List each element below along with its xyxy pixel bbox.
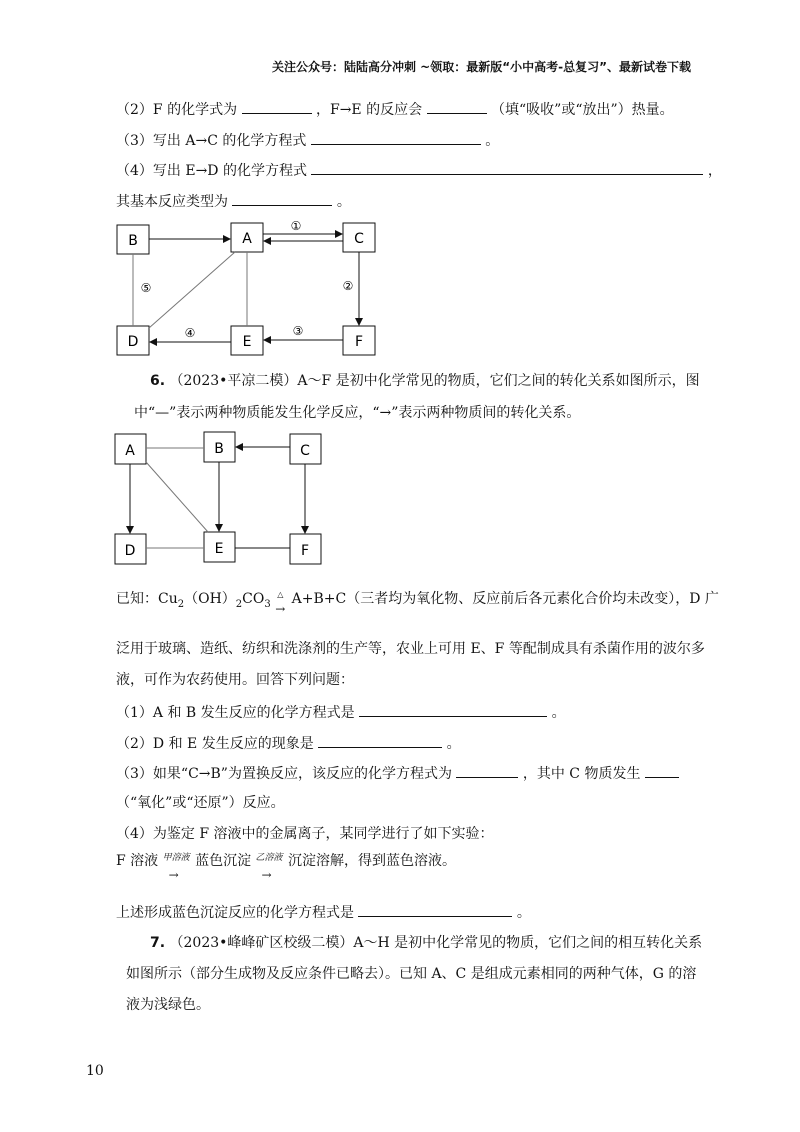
q6-q1-a: （1）A 和 B 发生反应的化学方程式是 xyxy=(116,705,355,721)
answer-blank[interactable] xyxy=(318,733,442,748)
q6-known-b: （OH） xyxy=(184,591,236,607)
svg-text:D: D xyxy=(124,543,136,559)
answer-blank[interactable] xyxy=(242,99,312,114)
q5-l5-b: 。 xyxy=(336,194,351,210)
answer-blank[interactable] xyxy=(456,763,518,778)
q6-q1-b: 。 xyxy=(551,705,566,721)
q5-l3-a: （3）写出 A→C 的化学方程式 xyxy=(116,133,307,149)
q6-known-d: A+B+C（三者均为氧化物、反应前后各元素化合价均未改变），D 广 xyxy=(291,591,719,607)
q6-sub1 xyxy=(116,702,566,722)
svg-text:E: E xyxy=(242,334,252,350)
svg-text:B: B xyxy=(128,233,138,249)
q6-known-sub3: 3 xyxy=(264,598,271,610)
diagram1-link-a-d xyxy=(149,252,235,328)
answer-blank[interactable] xyxy=(311,160,703,175)
q6-sub4: （4）为鉴定 F 溶液中的金属离子，某同学进行了如下实验： xyxy=(116,826,494,842)
diagram-2 xyxy=(110,428,330,568)
diagram1-label-5: ⑤ xyxy=(140,281,152,295)
diagram1-node-B xyxy=(117,225,149,254)
q6-number: 6. xyxy=(150,373,166,389)
svg-text:C: C xyxy=(300,443,310,459)
q6-sub2 xyxy=(116,733,461,753)
diagram1-label-1: ① xyxy=(290,219,302,233)
answer-blank[interactable] xyxy=(358,902,512,917)
diagram2-node-D xyxy=(115,534,146,564)
q5-line5 xyxy=(116,191,351,211)
q7-line2: 如图所示（部分生成物及反应条件已略去）。已知 A、C 是组成元素相同的两种气体，G 的溶 xyxy=(126,966,697,982)
q6-q3-b: ，其中 C 物质发生 xyxy=(522,766,641,782)
q6-known-sub2: 2 xyxy=(235,598,243,610)
arrow-glyph: → xyxy=(168,868,179,882)
q6-sub3 xyxy=(116,763,679,783)
answer-blank[interactable] xyxy=(359,702,547,717)
q5-l2-b: ，F→E 的反应会 xyxy=(315,102,423,118)
q6-intro1: （2023•平凉二模）A～F 是初中化学常见的物质，它们之间的转化关系如图所示，图 xyxy=(169,373,700,389)
q6-last xyxy=(116,902,531,922)
q5-line2 xyxy=(116,99,674,119)
q6-text3: 液，可作为农药使用。回答下列问题： xyxy=(116,672,354,688)
q5-l4-a: （4）写出 E→D 的化学方程式 xyxy=(116,163,307,179)
q6-text2: 泛用于玻璃、造纸、纺织和洗涤剂的生产等，农业上可用 E、F 等配制成具有杀菌作用的波尔多 xyxy=(116,641,705,657)
diagram2-node-F xyxy=(290,534,321,564)
page-header: 关注公众号：陆陆高分冲刺 ~领取：最新版“小中高考-总复习”、最新试卷下载 xyxy=(272,60,691,74)
diagram1-node-C xyxy=(343,223,375,252)
q6-last-a: 上述形成蓝色沉淀反应的化学方程式是 xyxy=(116,905,354,921)
svg-text:B: B xyxy=(214,441,224,457)
q6-known-a: 已知：Cu xyxy=(116,591,178,607)
svg-text:C: C xyxy=(354,231,364,247)
svg-text:F: F xyxy=(354,334,364,350)
diagram1-node-D xyxy=(117,326,149,355)
diagram2-node-C xyxy=(290,434,321,464)
answer-blank[interactable] xyxy=(427,99,487,114)
svg-text:E: E xyxy=(214,541,224,557)
svg-text:D: D xyxy=(127,334,139,350)
exp-result: 沉淀溶解，得到蓝色溶液。 xyxy=(287,853,456,869)
diagram1-node-A xyxy=(231,223,263,252)
svg-text:A: A xyxy=(242,231,252,247)
arrow-glyph: → xyxy=(275,602,286,616)
q6-known-c: CO xyxy=(242,591,265,607)
q6-known-line xyxy=(116,590,719,614)
diagram2-node-A xyxy=(115,434,146,464)
q7-line3: 液为浅绿色。 xyxy=(126,997,210,1013)
exp-f-solution: F 溶液 xyxy=(116,853,159,869)
reagent-1: 甲溶液 xyxy=(162,853,190,863)
diagram1-node-E xyxy=(231,326,263,355)
q6-intro-line1 xyxy=(150,372,700,390)
reagent-arrow-2 xyxy=(255,852,284,882)
diagram2-node-E xyxy=(204,532,235,562)
q5-l4-b: ， xyxy=(707,163,722,179)
svg-text:A: A xyxy=(125,443,135,459)
q6-known-sub1: 2 xyxy=(177,598,185,610)
exp-blue-precipitate: 蓝色沉淀 xyxy=(195,853,252,869)
q6-q3-c: （“氧化”或“还原”）反应。 xyxy=(116,795,285,811)
q6-experiment xyxy=(116,852,456,882)
q6-last-b: 。 xyxy=(516,905,531,921)
page-number: 10 xyxy=(86,1063,104,1079)
q6-q2-a: （2）D 和 E 发生反应的现象是 xyxy=(116,736,314,752)
svg-text:F: F xyxy=(300,543,310,559)
q6-intro2: 中“—”表示两种物质能发生化学反应，“→”表示两种物质间的转化关系。 xyxy=(134,405,581,421)
q5-l2-c: （填“吸收”或“放出”）热量。 xyxy=(491,102,674,118)
diagram1-label-4: ④ xyxy=(184,326,196,340)
answer-blank[interactable] xyxy=(645,763,679,778)
diagram1-label-2: ② xyxy=(342,279,354,293)
q5-l3-b: 。 xyxy=(485,133,500,149)
diagram1-node-F xyxy=(343,326,375,355)
q6-q2-b: 。 xyxy=(446,736,461,752)
diagram1-label-3: ③ xyxy=(292,324,304,338)
q5-line3 xyxy=(116,130,499,150)
diagram2-node-B xyxy=(204,432,235,462)
heat-arrow xyxy=(275,590,287,616)
arrow-glyph: → xyxy=(261,868,272,882)
answer-blank[interactable] xyxy=(311,130,481,145)
q5-l2-a: （2）F 的化学式为 xyxy=(116,102,238,118)
reagent-arrow-1 xyxy=(162,852,191,882)
q5-line4 xyxy=(116,160,722,180)
reagent-2: 乙溶液 xyxy=(255,853,283,863)
q7-number: 7. xyxy=(150,935,166,951)
diagram-1 xyxy=(110,214,390,360)
heat-condition: △ xyxy=(277,590,284,599)
q7-line1 xyxy=(150,934,702,952)
q6-q3-a: （3）如果“C→B”为置换反应，该反应的化学方程式为 xyxy=(116,766,452,782)
q7-text1: （2023•峰峰矿区校级二模）A～H 是初中化学常见的物质，它们之间的相互转化关系 xyxy=(169,935,703,951)
answer-blank[interactable] xyxy=(232,191,332,206)
diagram2-link-a-e xyxy=(146,462,208,532)
q5-l5-a: 其基本反应类型为 xyxy=(116,194,228,210)
